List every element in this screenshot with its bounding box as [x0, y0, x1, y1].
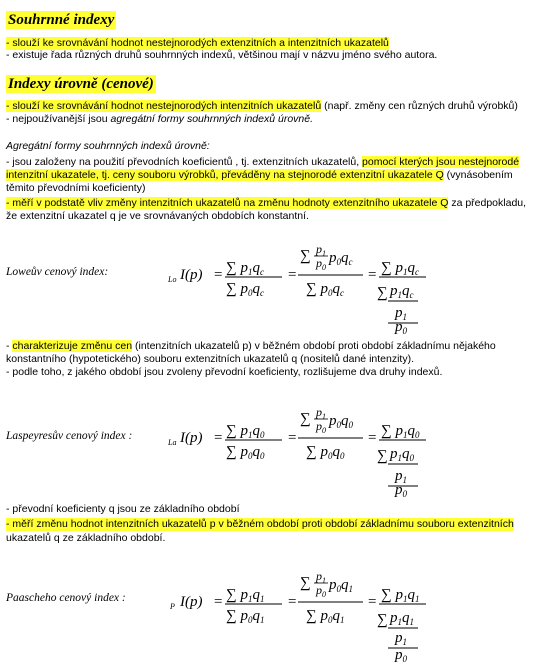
svg-text:p1: $p_1$: [316, 569, 326, 585]
svg-text:∑ p0q0: ∑ $p_0q_0$: [306, 444, 345, 461]
svg-text:I(p): I(p): [180, 594, 203, 610]
laspeyres-after-1: - převodní koeficienty q jsou ze základního období: [6, 503, 240, 515]
s1-line-1: - slouží ke srovnávání hodnot nestejnorodých extenzitních a intenzitních ukazatelů: [6, 37, 389, 49]
s2-line-3-a: - jsou založeny na použití převodních koeficientů , tj. extenzitních ukazatelů,: [6, 156, 363, 168]
s2-line-2-b: agregátní formy souhrnných indexů úrovně.: [110, 113, 314, 125]
svg-text:p1q0: $p_1q_0$: [390, 446, 414, 463]
s2-line-4: [6, 169, 513, 182]
svg-text:∑ p1q1: ∑ $p_1q_1$: [381, 587, 420, 604]
svg-text:p1: $p_1$: [316, 405, 326, 421]
svg-text:I(p): I(p): [180, 430, 203, 446]
s2-subheading: Agregátní formy souhrnných indexů úrovně:: [6, 140, 210, 152]
laspeyres-formula: [168, 398, 428, 498]
s2-line-3: [6, 156, 519, 169]
paasche-label: Paascheho cenový index :: [6, 592, 126, 604]
laspeyres-label: Laspeyresův cenový index :: [6, 430, 133, 442]
svg-text:p0: $p_0$: [395, 647, 407, 662]
s2-line-7: že extenzitní ukazatel q je ve srovnávaných obdobích konstantní.: [6, 210, 309, 222]
svg-text:∑: ∑: [377, 612, 388, 628]
s1-line-2: - existuje řada různých druhů souhrnných indexů, většinou mají v názvu jméno svého autora.: [6, 49, 438, 61]
svg-text:=: =: [214, 594, 223, 610]
svg-text:p1qc: $p_1q_c$: [390, 283, 414, 300]
svg-text:p0: $p_0$: [395, 319, 407, 335]
svg-text:I(p): I(p): [180, 267, 203, 283]
svg-text:=: =: [368, 430, 377, 446]
lowe-after-1: [6, 340, 496, 353]
laspeyres-after-3: ukazatelů q ze základního období.: [6, 532, 166, 544]
s2-line-1-rest: (např. změny cen různých druhů výrobků): [321, 100, 518, 112]
lowe-after-2: konstantního (hypotetického) souboru extenzitních ukazatelů q (nositelů dané intenzity).: [6, 353, 414, 365]
lowe-prefix: Lo: [168, 275, 177, 284]
paasche-formula: [168, 562, 428, 662]
s2-line-3-b: pomocí kterých jsou nestejnorodé: [362, 156, 520, 168]
s2-line-5: těmito převodními koeficienty): [6, 182, 146, 194]
svg-text:=: =: [214, 267, 223, 283]
s2-line-4-a: intenzitní ukazatele, tj. ceny souboru výrobků, převáděny na stejnorodé extenzitní ukazatele Q: [6, 169, 444, 181]
svg-text:p0: $p_0$: [316, 256, 326, 272]
svg-text:∑ p0q1: ∑ $p_0q_1$: [226, 608, 265, 625]
paasche-prefix: P: [170, 602, 175, 611]
svg-text:∑ p1qc: ∑ $p_1q_c$: [226, 260, 264, 277]
svg-text:=: =: [288, 430, 297, 446]
svg-text:p1: $p_1$: [395, 468, 407, 485]
svg-text:∑: ∑: [300, 248, 311, 264]
svg-text:∑: ∑: [300, 575, 311, 591]
s2-line-4-b: (vynásobením: [443, 169, 513, 181]
s2-line-1-highlight: - slouží ke srovnávání hodnot nestejnorodých intenzitních ukazatelů: [6, 100, 322, 112]
svg-text:∑: ∑: [377, 285, 388, 301]
laspeyres-prefix: La: [168, 438, 177, 447]
svg-text:∑ p1q0: ∑ $p_1q_0$: [381, 423, 420, 440]
svg-text:=: =: [214, 430, 223, 446]
svg-text:p0: $p_0$: [395, 482, 407, 498]
lowe-label: Loweův cenový index:: [6, 266, 109, 278]
s2-line-6-b: za předpokladu,: [448, 197, 527, 209]
svg-text:∑ p1q1: ∑ $p_1q_1$: [226, 587, 265, 604]
s2-line-6-a: - měří v podstatě vliv změny intenzitních ukazatelů na změnu hodnoty extenzitního ukazatele Q: [6, 197, 449, 209]
lowe-after-3: - podle toho, z jakého období jsou zvoleny převodní koeficienty, rozlišujeme dva druhy indexů.: [6, 366, 443, 378]
svg-text:p0: $p_0$: [316, 419, 326, 435]
s2-line-2: [6, 113, 313, 126]
svg-text:∑ p0q1: ∑ $p_0q_1$: [306, 608, 345, 625]
laspeyres-after-2: - měří změnu hodnot intenzitních ukazatelů p v běžném období proti období základnímu souboru extenzitních: [6, 518, 514, 530]
svg-text:=: =: [288, 594, 297, 610]
svg-text:∑ p1qc: ∑ $p_1q_c$: [381, 260, 419, 277]
s2-line-2-a: - nejpoužívanější jsou: [6, 113, 111, 125]
svg-text:=: =: [368, 267, 377, 283]
svg-text:∑ p0qc: ∑ $p_0q_c$: [306, 281, 344, 298]
svg-text:∑: ∑: [377, 448, 388, 464]
s2-line-1: [6, 100, 518, 113]
svg-text:p1: $p_1$: [395, 630, 407, 647]
lowe-after-1-c: (intenzitních ukazatelů p) v běžném období proti období základnímu nějakého: [132, 340, 496, 352]
svg-text:∑ p1q0: ∑ $p_1q_0$: [226, 423, 265, 440]
svg-text:p1: $p_1$: [316, 242, 326, 258]
svg-text:p0: $p_0$: [316, 583, 326, 599]
heading-souhrnne-indexy: Souhrnné indexy: [8, 12, 115, 28]
svg-text:=: =: [288, 267, 297, 283]
svg-text:p1q1: $p_1q_1$: [390, 610, 414, 627]
svg-text:=: =: [368, 594, 377, 610]
svg-text:p0q1: $p_0q_1$: [329, 577, 353, 594]
svg-text:p0qc: $p_0q_c$: [329, 250, 353, 267]
s2-line-6: [6, 197, 526, 210]
lowe-formula: [168, 235, 428, 335]
heading-indexy-urovne: Indexy úrovně (cenové): [8, 76, 154, 92]
svg-text:∑: ∑: [300, 411, 311, 427]
svg-text:p1: $p_1$: [395, 305, 407, 322]
svg-text:∑ p0q0: ∑ $p_0q_0$: [226, 444, 265, 461]
svg-text:p0q0: $p_0q_0$: [329, 413, 353, 430]
svg-text:∑ p0qc: ∑ $p_0q_c$: [226, 281, 264, 298]
lowe-after-1-a: -: [6, 340, 13, 352]
lowe-after-1-b: charakterizuje změnu cen: [12, 340, 133, 352]
